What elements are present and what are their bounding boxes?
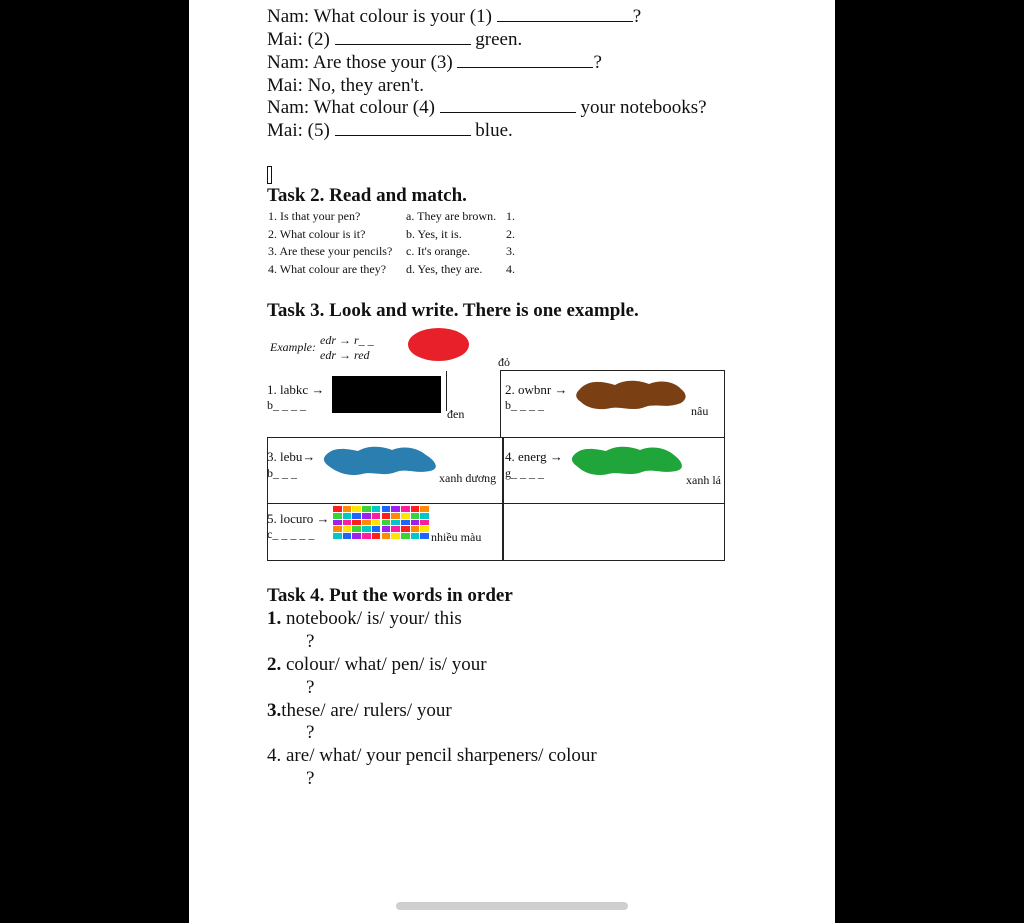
mosaic-tile [411,520,420,526]
mosaic-tile [401,520,410,526]
mosaic-tile [362,526,371,532]
mosaic-tile [382,526,391,532]
mosaic-tile [372,526,381,532]
green-paint-splash [570,443,686,477]
item3-scramble: 3. lebu→ [267,449,316,464]
mosaic-tile [362,513,371,519]
mosaic-tile [382,533,391,539]
task2-answer-c: c. It's orange. [406,244,471,258]
item5-hint: c_ _ _ _ _ [267,527,315,541]
item4-hint: g_ _ _ _ [505,466,544,480]
mosaic-tile [420,520,429,526]
grid-cell-6-empty [502,503,725,561]
dialogue-line-2: Mai: (2) green. [267,29,523,50]
mosaic-tile [420,506,429,512]
mosaic-tile [352,526,361,532]
task4-item-2: 2. colour/ what/ pen/ is/ your [267,654,487,675]
item5-scramble: 5. locuro → [267,511,330,526]
brown-paint-splash [575,376,691,412]
task3-title: Task 3. Look and write. There is one example. [267,300,639,321]
mosaic-tile [401,533,410,539]
mosaic-tile [420,513,429,519]
item4-vn: xanh lá [686,473,721,487]
task4-item-1: 1. notebook/ is/ your/ this [267,608,462,629]
mosaic-tile [352,513,361,519]
mosaic-tile [382,520,391,526]
blank-1[interactable] [497,6,633,22]
dialogue-line-1: Nam: What colour is your (1) ? [267,6,642,27]
task4-answer-1[interactable]: ? [306,631,315,652]
mosaic-tile [391,520,400,526]
task4-title: Task 4. Put the words in order [267,585,513,606]
task2-number-3: 3. [506,244,515,258]
mosaic-tile [333,506,342,512]
blank-5[interactable] [335,120,471,136]
task2-title: Task 2. Read and match. [267,185,467,206]
mosaic-tile [372,506,381,512]
black-swatch [332,376,441,413]
mosaic-tile [391,533,400,539]
task4-answer-4[interactable]: ? [306,768,315,789]
mosaic-tile [352,506,361,512]
mosaic-tile [343,533,352,539]
mosaic-tile [333,526,342,532]
example-red-ellipse [408,328,469,361]
multicolor-mosaic [333,506,430,540]
mosaic-tile [411,506,420,512]
mosaic-tile [382,513,391,519]
mosaic-tile [362,520,371,526]
mosaic-tile [362,506,371,512]
example-label: Example: [270,340,316,354]
mosaic-tile [420,533,429,539]
item3-vn: xanh dương [439,471,497,485]
task2-question-1: 1. Is that your pen? [268,209,361,223]
mosaic-tile [352,533,361,539]
mosaic-tile [411,513,420,519]
task4-item-4: 4. are/ what/ your pencil sharpeners/ colour [267,745,597,766]
mosaic-tile [362,533,371,539]
example-answer: edr → red [320,348,370,362]
task4-item-3: 3.these/ are/ rulers/ your [267,700,452,721]
home-indicator-bar[interactable] [396,902,628,910]
task2-answer-a: a. They are brown. [406,209,497,223]
item3-hint: b_ _ _ [267,466,297,480]
dialogue-line-6: Mai: (5) blue. [267,120,513,141]
blank-2[interactable] [335,29,471,45]
mosaic-tile [401,506,410,512]
mosaic-tile [372,533,381,539]
mosaic-tile [382,506,391,512]
mosaic-tile [343,520,352,526]
mosaic-tile [333,533,342,539]
task2-number-2: 2. [506,227,515,241]
task2-number-1: 1. [506,209,515,223]
mosaic-tile [333,520,342,526]
item4-scramble: 4. energ → [505,449,563,464]
mosaic-tile [391,513,400,519]
item1-vn: đen [447,407,465,421]
dialogue-line-5: Nam: What colour (4) your notebooks? [267,97,707,118]
example-scramble: edr → r_ _ [320,333,374,347]
text-cursor-placeholder [267,166,272,184]
dialogue-line-3: Nam: Are those your (3) ? [267,52,602,73]
task2-question-4: 4. What colour are they? [268,262,387,276]
mosaic-tile [401,513,410,519]
mosaic-tile [333,513,342,519]
dialogue-line-4: Mai: No, they aren't. [267,75,424,96]
mosaic-tile [411,533,420,539]
mosaic-tile [372,520,381,526]
task2-answer-d: d. Yes, they are. [406,262,483,276]
task4-answer-2[interactable]: ? [306,677,315,698]
task2-number-4: 4. [506,262,515,276]
item1-scramble: 1. labkc → [267,382,325,397]
item1-hint: b_ _ _ _ [267,398,306,412]
task2-answer-b: b. Yes, it is. [406,227,462,241]
item2-vn: nâu [691,404,709,418]
mosaic-tile [411,526,420,532]
mosaic-tile [343,506,352,512]
blank-3[interactable] [457,52,593,68]
mosaic-tile [401,526,410,532]
blue-paint-splash [322,443,440,477]
mosaic-tile [343,513,352,519]
task4-answer-3[interactable]: ? [306,722,315,743]
task2-question-3: 3. Are these your pencils? [268,244,393,258]
mosaic-tile [420,526,429,532]
mosaic-tile [391,526,400,532]
item2-hint: b_ _ _ _ [505,398,544,412]
example-vn-label: đỏ [498,355,510,369]
divider-line [446,371,447,411]
item2-scramble: 2. owbnr → [505,382,568,397]
mosaic-tile [372,513,381,519]
mosaic-tile [352,520,361,526]
mosaic-tile [391,506,400,512]
mosaic-tile [343,526,352,532]
blank-4[interactable] [440,97,576,113]
item5-vn: nhiều màu [431,530,482,544]
task2-question-2: 2. What colour is it? [268,227,366,241]
